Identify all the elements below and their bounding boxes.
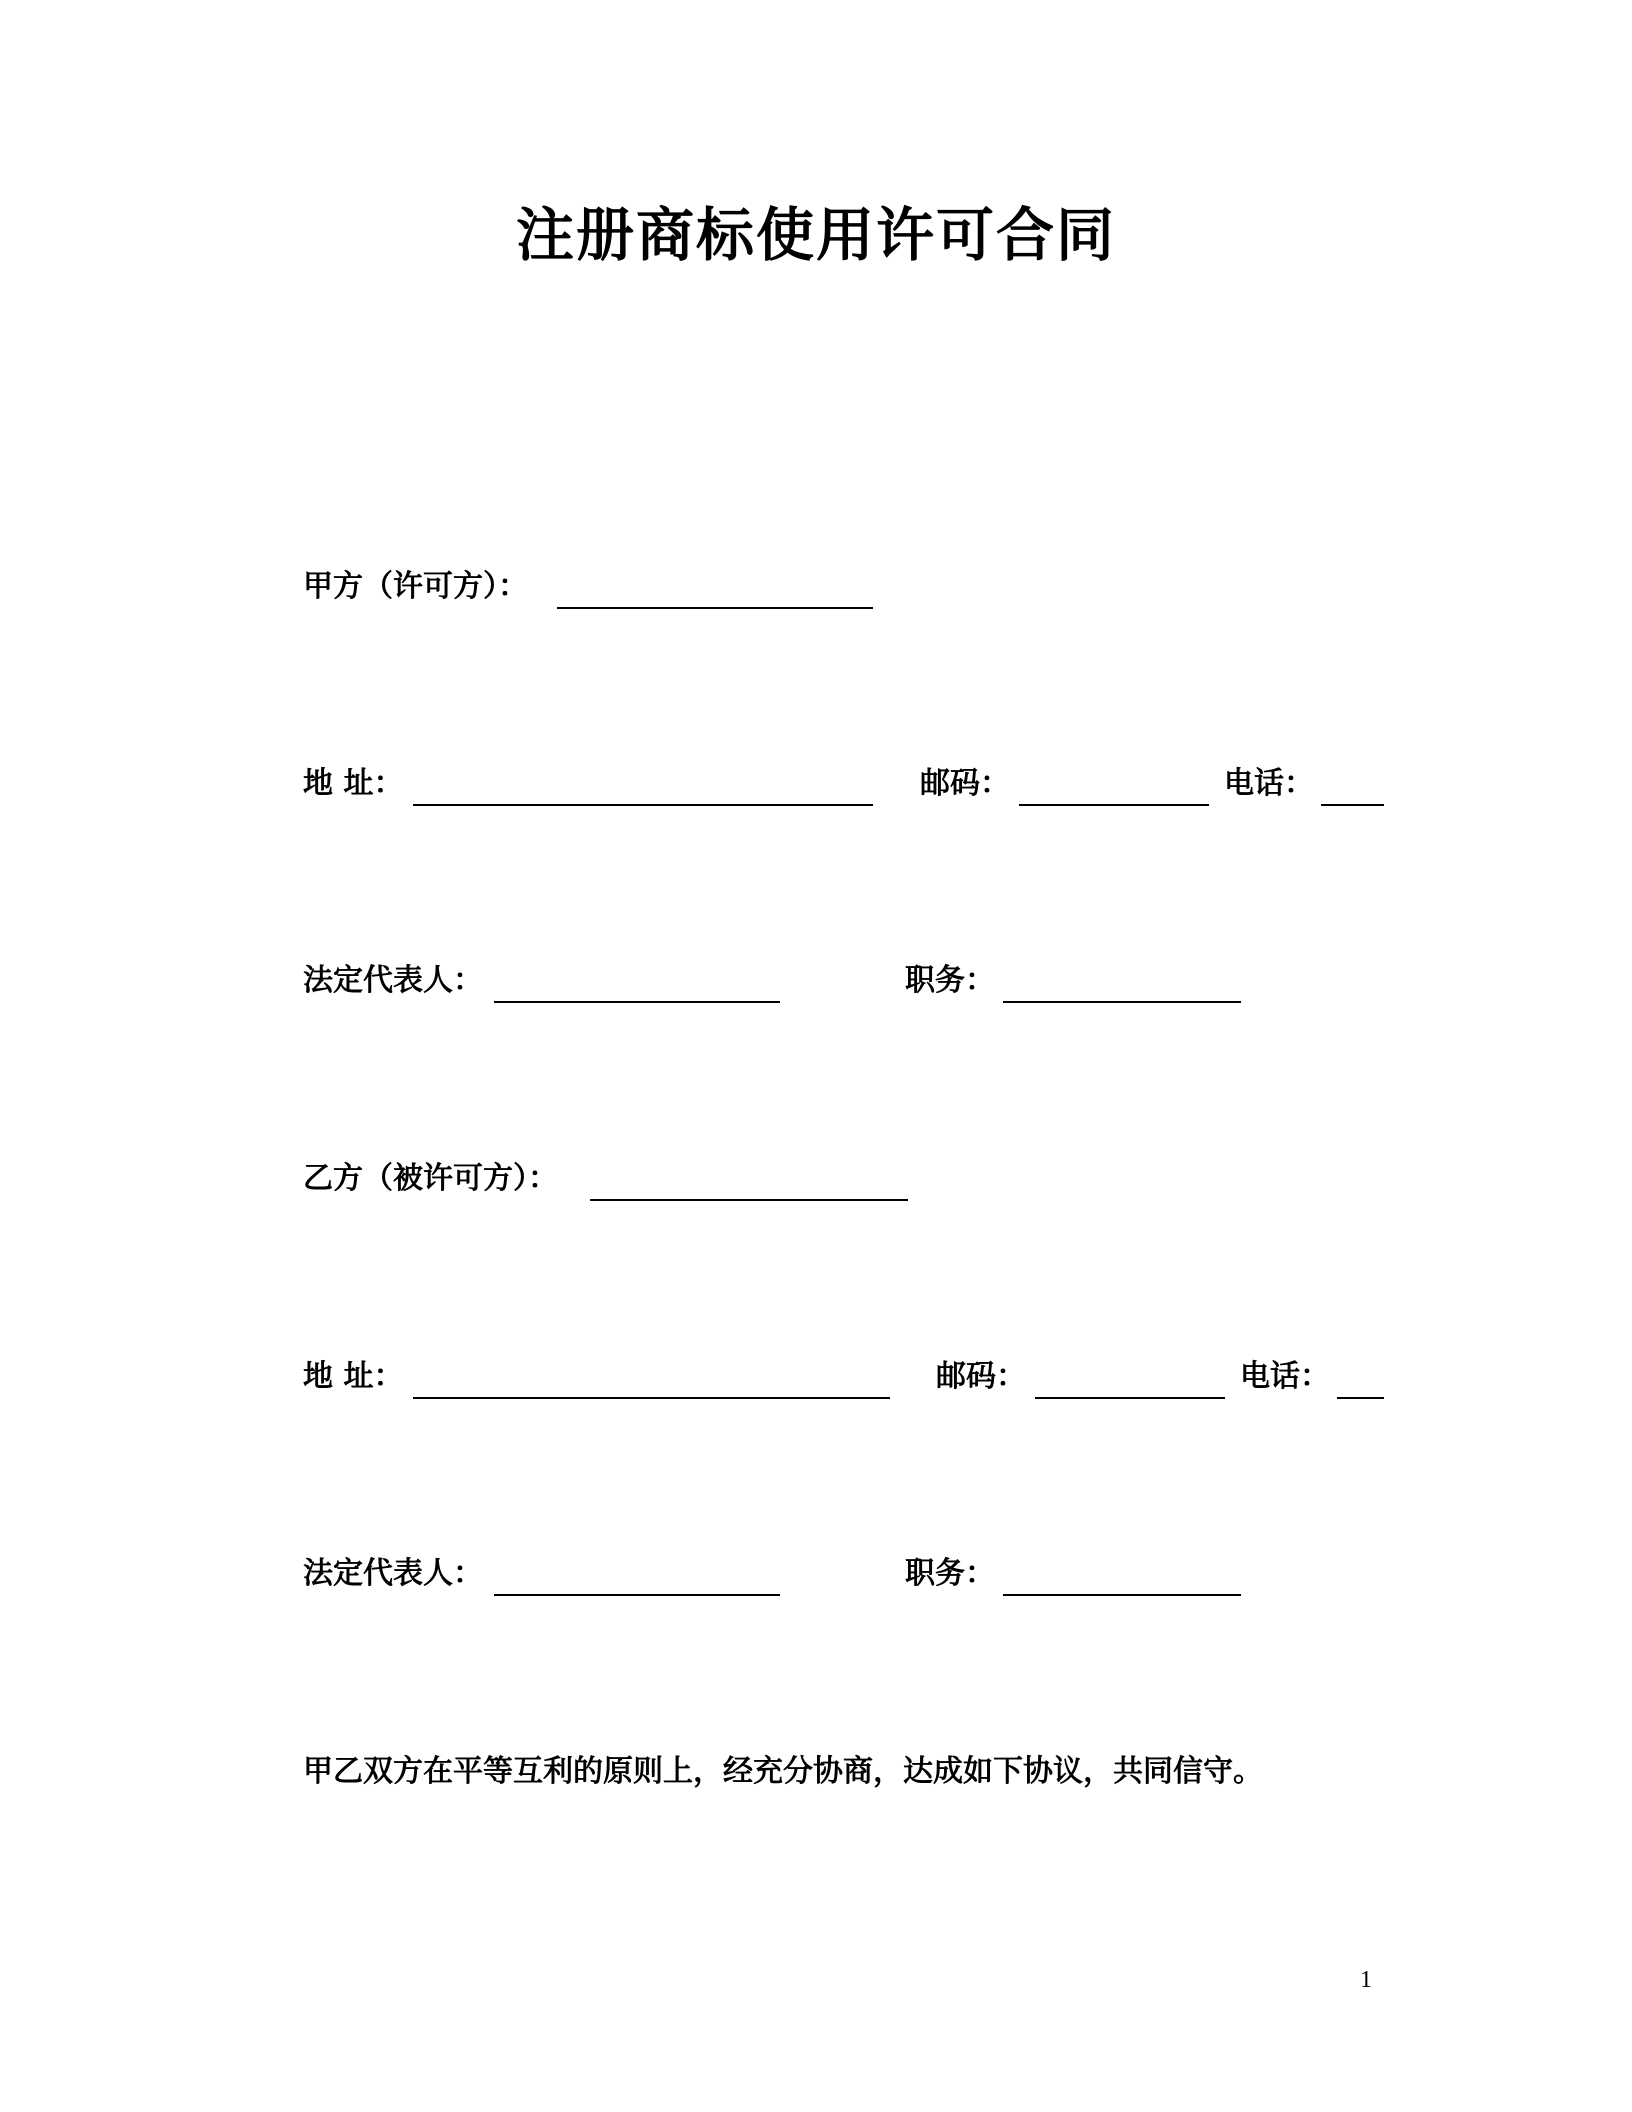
party-a-name-label: 甲方（许可方）： xyxy=(303,569,528,604)
party-b-position-field[interactable] xyxy=(1003,1594,1241,1596)
party-a-address-field[interactable] xyxy=(413,804,873,806)
party-b-representative-label: 法定代表人： xyxy=(303,1556,483,1591)
page-number: 1 xyxy=(1360,1967,1372,1993)
party-b-name-label: 乙方（被许可方）： xyxy=(303,1161,558,1196)
party-b-postcode-field[interactable] xyxy=(1035,1397,1225,1399)
party-a-postcode-field[interactable] xyxy=(1019,804,1209,806)
party-a-representative-label: 法定代表人： xyxy=(303,963,483,998)
party-b-representative-field[interactable] xyxy=(494,1594,780,1596)
party-b-position-label: 职务： xyxy=(905,1556,995,1591)
party-a-phone-label: 电话： xyxy=(1224,766,1314,801)
party-b-postcode-label: 邮码： xyxy=(936,1359,1026,1394)
party-b-address-label: 地 址： xyxy=(303,1359,404,1394)
party-b-phone-field[interactable] xyxy=(1337,1397,1384,1399)
party-a-name-field[interactable] xyxy=(557,607,873,609)
document-title: 注册商标使用许可合同 xyxy=(515,201,1116,269)
party-a-position-label: 职务： xyxy=(905,963,995,998)
party-a-phone-field[interactable] xyxy=(1321,804,1384,806)
party-b-name-field[interactable] xyxy=(590,1199,908,1201)
party-a-position-field[interactable] xyxy=(1003,1001,1241,1003)
party-b-address-field[interactable] xyxy=(413,1397,890,1399)
party-a-postcode-label: 邮码： xyxy=(920,766,1010,801)
agreement-statement: 甲乙双方在平等互利的原则上，经充分协商，达成如下协议，共同信守。 xyxy=(303,1754,1263,1789)
party-b-phone-label: 电话： xyxy=(1240,1359,1330,1394)
party-a-representative-field[interactable] xyxy=(494,1001,780,1003)
party-a-address-label: 地 址： xyxy=(303,766,404,801)
